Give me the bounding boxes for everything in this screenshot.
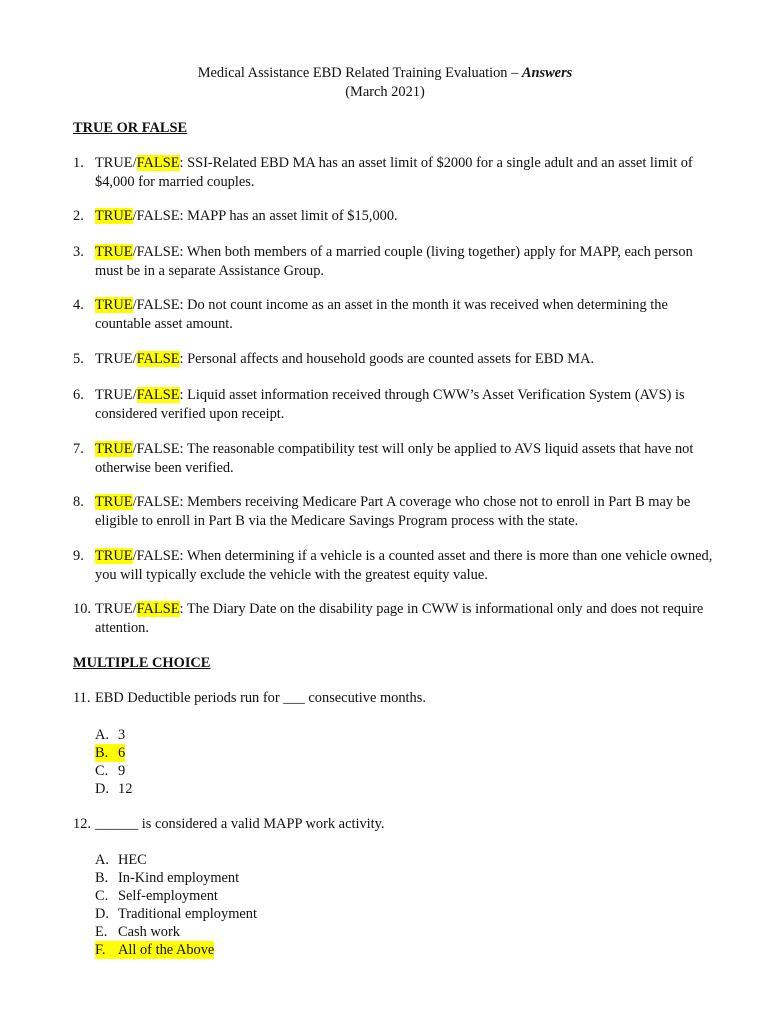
option-false: FALSE <box>136 387 180 403</box>
option-false: FALSE <box>136 494 180 510</box>
question-text: EBD Deductible periods run for ___ consecutive months. <box>95 690 426 706</box>
question-number: 5. <box>73 351 84 367</box>
option-false: FALSE <box>136 351 180 367</box>
tf-question-8 <box>73 493 713 530</box>
question-number: 6. <box>73 387 84 403</box>
option-separator: / <box>132 387 137 403</box>
option-letter: D. <box>95 906 109 922</box>
answer-option <box>95 887 257 905</box>
option-true: TRUE <box>95 297 133 313</box>
title-text: Medical Assistance EBD Related Training Evaluation – <box>197 65 522 81</box>
option-false: FALSE <box>136 244 180 260</box>
option-letter: B. <box>95 870 109 886</box>
option-separator: / <box>132 494 137 510</box>
option-letter: C. <box>95 763 109 779</box>
option-text: Self-employment <box>118 888 218 904</box>
option-true: TRUE <box>95 351 133 367</box>
option-text: 9 <box>118 763 126 779</box>
option-separator: / <box>132 155 137 171</box>
tf-question-1 <box>73 154 713 191</box>
option-letter: A. <box>95 727 109 743</box>
question-number: 3. <box>73 244 84 260</box>
title-answers-emphasis: Answers <box>521 65 573 81</box>
option-text: Traditional employment <box>118 906 257 922</box>
option-true: TRUE <box>95 155 133 171</box>
option-text: All of the Above <box>118 942 215 958</box>
mc-question-12 <box>73 815 713 834</box>
question-number: 2. <box>73 208 84 224</box>
document-title <box>0 64 770 83</box>
question-text: : SSI-Related EBD MA has an asset limit of $2000 for a single adult and an asset limit of $4,000 for married couples. <box>95 155 693 190</box>
option-false: FALSE <box>136 601 180 617</box>
option-false: FALSE <box>136 548 180 564</box>
question-text: : When determining if a vehicle is a counted asset and there is more than one vehicle owned, you will typically exclude the vehicle with the greatest equity value. <box>95 548 713 583</box>
tf-question-9 <box>73 547 713 584</box>
option-separator: / <box>132 351 137 367</box>
tf-question-4 <box>73 296 713 333</box>
question-text: : The reasonable compatibility test will only be applied to AVS liquid assets that have not otherwise been verified. <box>95 441 694 476</box>
document-date: (March 2021) <box>345 84 425 100</box>
option-text: 3 <box>118 727 126 743</box>
question-text: : When both members of a married couple (living together) apply for MAPP, each person must be in a separate Assistance Group. <box>95 244 693 279</box>
tf-question-5 <box>73 350 713 369</box>
question-number: 9. <box>73 548 84 564</box>
mc-question-11 <box>73 689 713 708</box>
mc-options-12 <box>95 851 257 959</box>
question-text: : Members receiving Medicare Part A coverage who chose not to enroll in Part B may be eligible to enroll in Part B via the Medicare Savings Program process with the state. <box>95 494 691 529</box>
tf-question-2 <box>73 207 713 226</box>
document-header <box>0 64 770 102</box>
answer-option <box>95 851 257 869</box>
option-separator: / <box>132 441 137 457</box>
question-text: : Personal affects and household goods are counted assets for EBD MA. <box>179 351 595 367</box>
option-false: FALSE <box>136 441 180 457</box>
mc-options-11 <box>95 726 132 798</box>
option-letter: B. <box>95 745 109 761</box>
option-true: TRUE <box>95 208 133 224</box>
question-number: 1. <box>73 155 84 171</box>
option-true: TRUE <box>95 548 133 564</box>
question-text: : Do not count income as an asset in the month it was received when determining the countable asset amount. <box>95 297 668 332</box>
question-text: : MAPP has an asset limit of $15,000. <box>179 208 398 224</box>
answer-option <box>95 923 257 941</box>
answer-option <box>95 941 214 959</box>
option-letter: C. <box>95 888 109 904</box>
option-text: In-Kind employment <box>118 870 240 886</box>
option-letter: E. <box>95 924 108 940</box>
tf-question-6 <box>73 386 713 423</box>
option-true: TRUE <box>95 494 133 510</box>
section-heading-multiple-choice: MULTIPLE CHOICE <box>73 655 211 671</box>
answer-option <box>95 869 257 887</box>
option-false: FALSE <box>136 155 180 171</box>
option-separator: / <box>132 601 137 617</box>
answer-option <box>95 744 125 762</box>
option-text: Cash work <box>118 924 180 940</box>
question-text: : The Diary Date on the disability page in CWW is informational only and does not require attention. <box>95 601 704 636</box>
question-text: : Liquid asset information received through CWW’s Asset Verification System (AVS) is considered verified upon receipt. <box>95 387 685 422</box>
option-true: TRUE <box>95 441 133 457</box>
option-text: 6 <box>118 745 126 761</box>
option-text: 12 <box>118 781 133 797</box>
question-number: 4. <box>73 297 84 313</box>
answer-option <box>95 780 132 798</box>
tf-question-3 <box>73 243 713 280</box>
question-number: 10. <box>73 601 91 617</box>
option-separator: / <box>132 548 137 564</box>
question-text: ______ is considered a valid MAPP work activity. <box>95 816 385 832</box>
question-number: 11. <box>73 690 91 706</box>
question-number: 12. <box>73 816 91 832</box>
option-true: TRUE <box>95 244 133 260</box>
section-heading-true-false: TRUE OR FALSE <box>73 120 188 136</box>
tf-question-7 <box>73 440 713 477</box>
option-separator: / <box>132 244 137 260</box>
tf-question-10 <box>73 600 713 637</box>
option-true: TRUE <box>95 387 133 403</box>
answer-option <box>95 762 132 780</box>
option-true: TRUE <box>95 601 133 617</box>
option-letter: D. <box>95 781 109 797</box>
answer-option <box>95 905 257 923</box>
question-number: 7. <box>73 441 84 457</box>
answer-option <box>95 726 132 744</box>
option-text: HEC <box>118 852 147 868</box>
option-separator: / <box>132 208 137 224</box>
question-number: 8. <box>73 494 84 510</box>
option-false: FALSE <box>136 297 180 313</box>
option-letter: F. <box>95 942 106 958</box>
option-false: FALSE <box>136 208 180 224</box>
option-separator: / <box>132 297 137 313</box>
option-letter: A. <box>95 852 109 868</box>
